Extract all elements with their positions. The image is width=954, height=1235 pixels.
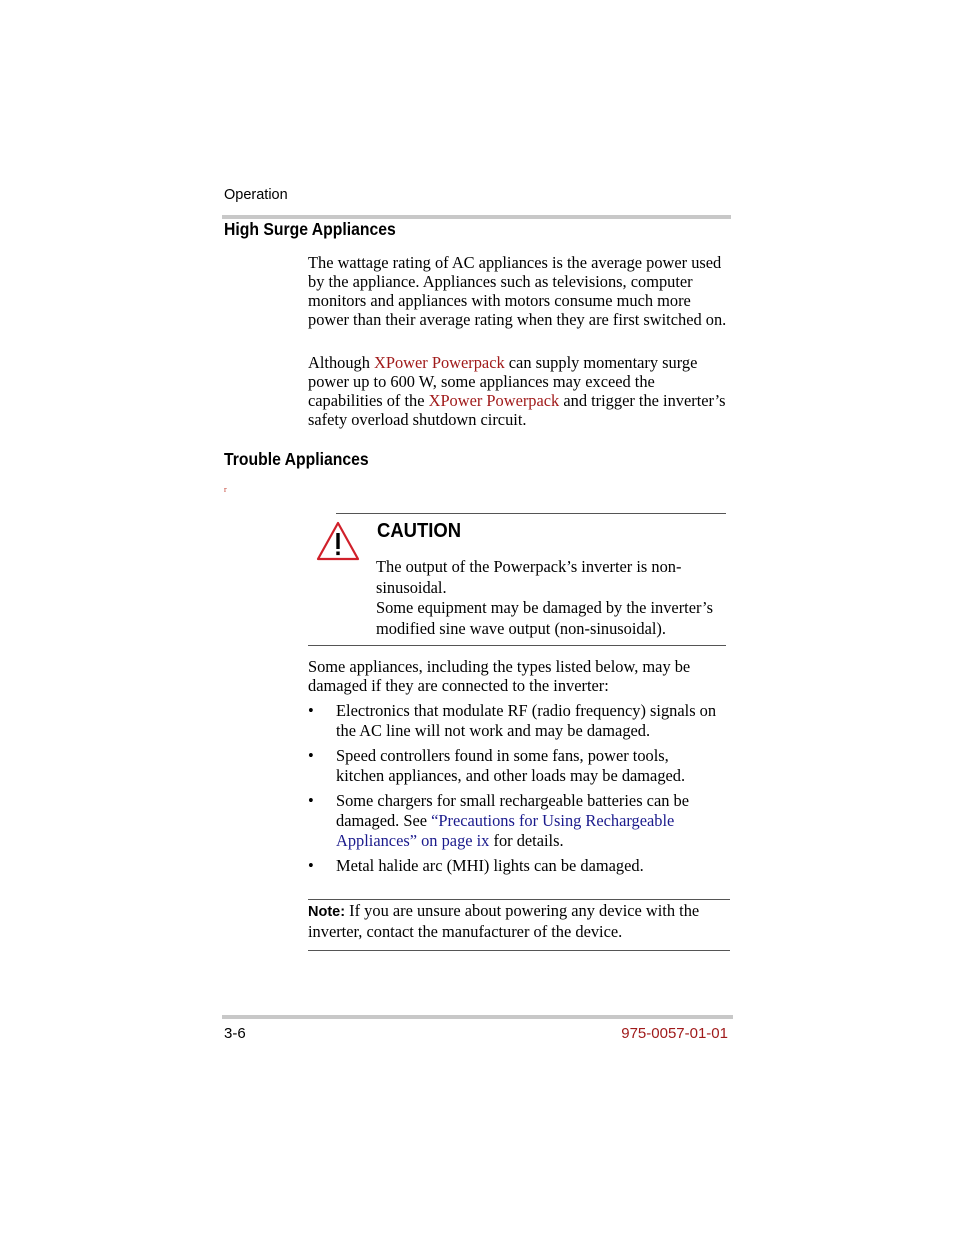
bullet-marker: • (308, 856, 314, 875)
note-top-rule (308, 899, 730, 900)
caution-bottom-rule (308, 645, 726, 646)
bullet-marker: • (308, 746, 314, 765)
caution-line-1: The output of the Powerpack’s inverter is non-sinusoidal. (376, 557, 682, 597)
high-surge-paragraph-1: The wattage rating of AC appliances is the average power used by the appliance. Appliances such as televisions, computer monitors and appliances with motors consume much more power than their average rating when they are first switched on. (308, 253, 727, 329)
bullet3-text-a: Some chargers for small rechargeable batteries can be damaged. See (336, 791, 689, 830)
precautions-link[interactable]: “Precautions for Using Rechargeable Appliances” on page ix (336, 811, 675, 850)
document-number: 975-0057-01-01 (621, 1025, 728, 1042)
list-item: Metal halide arc (MHI) lights can be damaged. (336, 856, 644, 875)
list-item: Speed controllers found in some fans, power tools, kitchen appliances, and other loads may be damaged. (336, 746, 686, 785)
caution-title: CAUTION (377, 519, 462, 542)
margin-marker: r (224, 485, 227, 494)
footer-rule (222, 1015, 733, 1019)
list-item: Electronics that modulate RF (radio frequency) signals on the AC line will not work and may be damaged. (336, 701, 717, 740)
caution-line-2: Some equipment may be damaged by the inverter’s modified sine wave output (non-sinusoidal). (376, 598, 713, 638)
xpower-powerpack-link-1[interactable]: XPower Powerpack (374, 353, 505, 372)
running-head: Operation (224, 187, 288, 203)
bullet-marker: • (308, 791, 314, 810)
section-title-high-surge: High Surge Appliances (224, 219, 396, 239)
note-label: Note: (308, 904, 346, 920)
note (308, 901, 730, 942)
caution-top-rule (336, 513, 726, 514)
trouble-intro: Some appliances, including the types listed below, may be damaged if they are connected to the inverter: (308, 657, 691, 695)
warning-triangle-icon (315, 520, 361, 562)
bullet3-text-b: for details. (489, 831, 564, 850)
para2-text-a: Although (308, 353, 375, 372)
xpower-powerpack-link-2[interactable]: XPower Powerpack (428, 391, 560, 410)
high-surge-paragraph-2 (308, 353, 728, 429)
para2-text-c: and trigger the inverter’s safety overload shutdown circuit. (308, 391, 726, 429)
note-bottom-rule (308, 950, 730, 951)
para2-text-b: can supply momentary surge power up to 600 W, some appliances may exceed the capabilities of the (308, 353, 698, 410)
section-title-trouble: Trouble Appliances (224, 449, 369, 469)
list-item (336, 791, 706, 851)
note-text: If you are unsure about powering any device with the inverter, contact the manufacturer of the device. (308, 901, 700, 941)
page-number: 3-6 (224, 1025, 246, 1042)
bullet-marker: • (308, 701, 314, 720)
